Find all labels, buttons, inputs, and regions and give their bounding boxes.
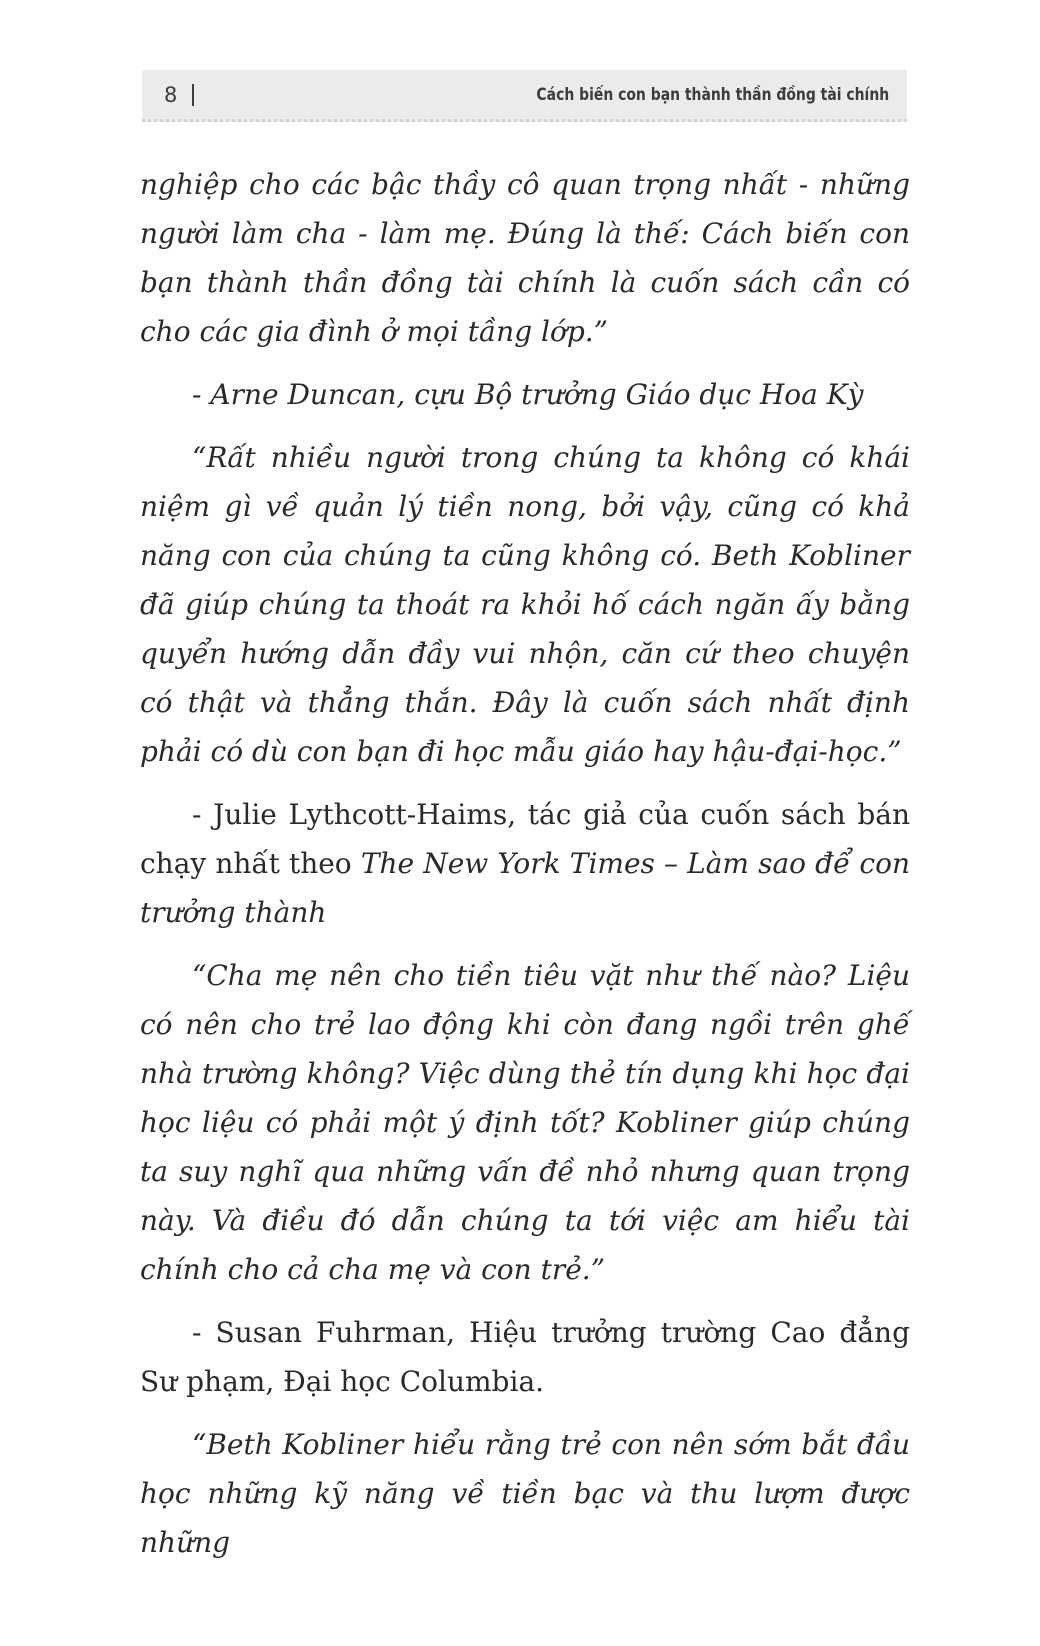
attribution-susan-fuhrman: - Susan Fuhrman, Hiệu trưởng trường Cao đẳng Sư phạm, Đại học Columbia. — [140, 1316, 910, 1398]
book-title: The New York Times – Làm sao để con trưởng thành — [140, 847, 911, 929]
quote-beth-kobliner-start: “Beth Kobliner hiểu rằng trẻ con nên sớm bắt đầu học những kỹ năng về tiền bạc và thu lượm được những — [140, 1428, 910, 1559]
page-number: 8 — [164, 83, 178, 107]
attribution-arne-duncan: - Arne Duncan, cựu Bộ trưởng Giáo dục Hoa Kỳ — [192, 378, 864, 411]
attribution-text: - Julie Lythcott-Haims, tác giả của cuốn sách bán chạy nhất theo — [140, 798, 910, 880]
header-divider — [192, 84, 194, 106]
quote-continuation: nghiệp cho các bậc thầy cô quan trọng nhất - những người làm cha - làm mẹ. Đúng là thế: Cách biến con bạn thành thần đồng tài chính là cuốn sách cần có cho các gia đình ở mọi tầng lớp.” — [140, 168, 910, 348]
attribution-julie-lythcott-haims — [140, 790, 910, 937]
quote-susan-fuhrman: “Cha mẹ nên cho tiền tiêu vặt như thế nào? Liệu có nên cho trẻ lao động khi còn đang ngồi trên ghế nhà trường không? Việc dùng thẻ tín dụng khi học đại học liệu có phải một ý định tốt? Kobliner giúp chúng ta suy nghĩ qua những vấn đề nhỏ nhưng quan trọng này. Và điều đó dẫn chúng ta tới việc am hiểu tài chính cho cả cha mẹ và con trẻ.” — [140, 959, 910, 1286]
running-header — [142, 70, 907, 122]
running-title: Cách biến con bạn thành thần đồng tài chính — [536, 85, 889, 105]
page-body — [140, 160, 910, 1581]
quote-julie-lythcott-haims: “Rất nhiều người trong chúng ta không có khái niệm gì về quản lý tiền nong, bởi vậy, cũng có khả năng con của chúng ta cũng không có. Beth Kobliner đã giúp chúng ta thoát ra khỏi hố cách ngăn ấy bằng quyển hướng dẫn đầy vui nhộn, căn cứ theo chuyện có thật và thẳng thắn. Đây là cuốn sách nhất định phải có dù con bạn đi học mẫu giáo hay hậu-đại-học.” — [140, 441, 910, 768]
